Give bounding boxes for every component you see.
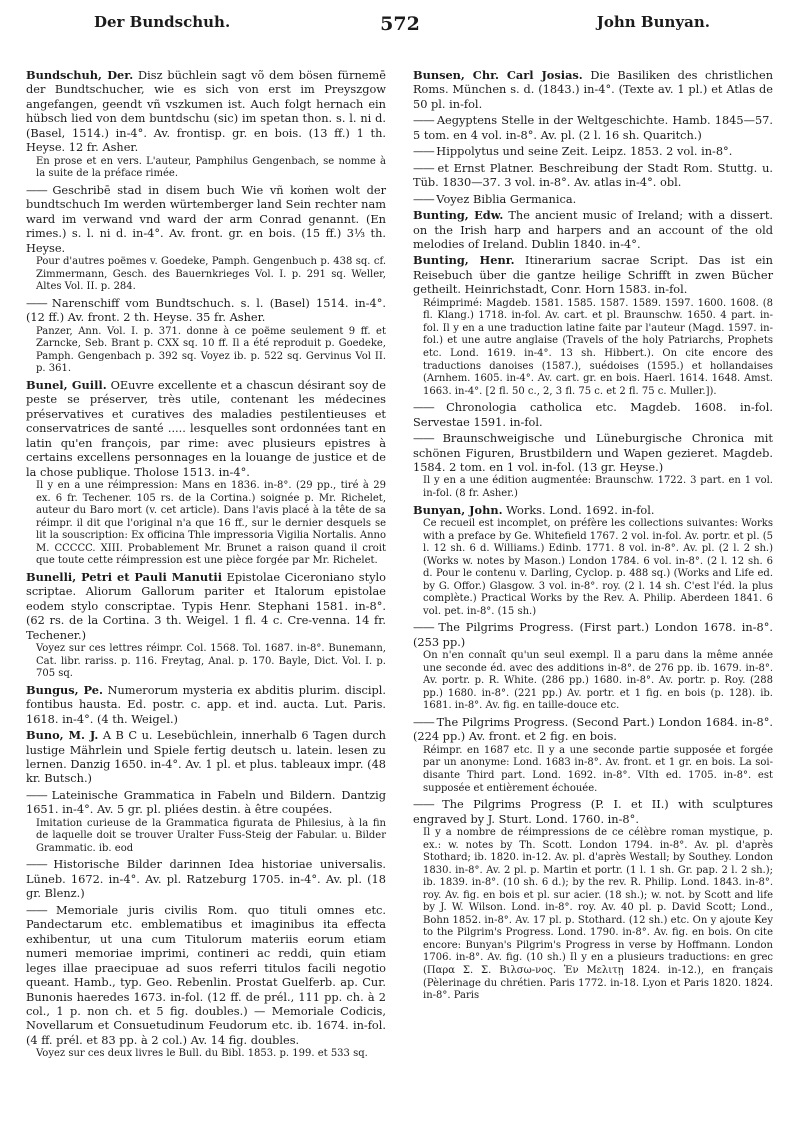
entry-heading: —— [26, 787, 52, 802]
entry-note: On n'en connaît qu'un seul exempl. Il a paru dans la même année une seconde éd. avec des additions in-8°. de 276 pp. ib. 1679. in-8°. Av. portr. p. R. White. (286 pp.) 1680. in-8°. Av. portr. p. Roy. (288 pp.) 1680. in-8°. (221 pp.) Av. portr. et 1 fig. en bois (p. 128). ib. 1681. in-8°. Av. fig. en taille-douce etc. [423, 650, 773, 712]
running-head-right: John Bunyan. [596, 13, 710, 31]
entry-heading: Buno, M. J. [26, 728, 99, 743]
entry-text: Itinerarium sacrae Script. Das ist ein Reisebuch über die gantze heilige Schrifft in zwen Bücher getheilt. Heinrichstadt, Conr. Horn 1583. in-fol. [413, 253, 773, 297]
entry-note: Réimpr. en 1687 etc. Il y a une seconde partie supposée et forgée par un anonyme: Lond. 1683 in-8°. Av. front. et 1 gr. en bois. La soi-disante Third part. Lond. 1692. in-8°. VIth ed. 1705. in-8°. est supposée et entièrement échouée. [423, 744, 773, 794]
entry-text: The Pilgrims Progress (P. I. et II.) with sculptures engraved by J. Sturt. Lond. 1760. in-8°. [413, 797, 773, 826]
entry-text: Lateinische Grammatica in Fabeln und Bildern. Dantzig 1651. in-4°. Av. 5 gr. pl. pliées destin. à être coupées. [26, 787, 386, 817]
entry-heading: Bunting, Edw. [413, 208, 504, 223]
catalogue-entry [413, 144, 773, 158]
entry-heading: —— [413, 715, 437, 729]
entry-text: Geschribē stad in disem buch Wie vñ koṁen wolt der bundtschuch Im werden würtemberger land Sein rechter nam ward im verwand vnd ward der arm Conrad genannt. (En rimes.) s. l. ni d. in-4°. Av. front. gr. en bois. (15 ff.) 3⅓ th. Heyse. [26, 182, 386, 255]
catalogue-entry [413, 797, 773, 1003]
catalogue-entry [26, 183, 386, 294]
catalogue-entry [413, 192, 773, 206]
entry-text: Narenschiff vom Bundtschuch. s. l. (Basel) 1514. in-4°. (12 ff.) Av. front. 2 th. Heyse. 35 fr. Asher. [26, 295, 386, 325]
entry-heading: —— [26, 857, 54, 872]
catalogue-entry [413, 400, 773, 429]
catalogue-entry [413, 113, 773, 142]
catalogue-entry [26, 903, 386, 1061]
entry-note: Il y en a une édition augmentée: Braunschw. 1722. 3 part. en 1 vol. in-fol. (8 fr. Asher.) [423, 475, 773, 499]
catalogue-entry [26, 683, 386, 726]
catalogue-entry [413, 253, 773, 398]
entry-text: Works. Lond. 1692. in-fol. [506, 502, 655, 517]
entry-text: The Pilgrims Progress. (Second Part.) London 1684. in-8°. (224 pp.) Av. front. et 2 fig. en bois. [413, 715, 774, 744]
catalogue-entry [26, 728, 386, 786]
entry-note: Il y en a une réimpression: Mans en 1836. in-8°. (29 pp., tiré à 29 ex. 6 fr. Techener. 105 rs. de la Cortina.) soignée p. Mr. Richelet, auteur du Baro mort (v. cet article). Dans l'avis placé à la tête de sa réimpr. il dit que l'original n'a que 16 ff., sur le dernier desquels se lit la souscription: Ex officina Thle impressoria Vigilia Nortalis. Anno M. CCCCC. XIII. Probablement Mr. Brunet a raison quand il croit que toute cette réimpression est une pièce forgée par Mr. Richelet. [36, 479, 386, 567]
entry-note: Ce recueil est incomplet, on préfère les collections suivantes: Works with a preface by Ge. Whitefield 1767. 2 vol. in-fol. Av. portr. et pl. (5 l. 12 sh. 6 d. Williams.) Edinb. 1771. 8 vol. in-8°. Av. pl. (2 l. 2 sh.) (Works w. notes by Mason.) London 1784. 6 vol. in-8°. (2 l. 12 sh. 6 d. Pour le contenu v. Darling, Cyclop. p. 488 sq.) (Works and Life ed. by G. Offor.) Glasgow. 3 vol. in-8°. roy. (2 l. 14 sh. C'est l'éd. la plus complète.) Practical Works by the Rev. A. Philip. Aberdeen 1841. 6 vol. pet. in-8°. (15 sh.) [423, 517, 773, 617]
catalogue-entry [26, 570, 386, 681]
catalogue-entry [26, 378, 386, 568]
entry-text: et Ernst Platner. Beschreibung der Stadt Rom. Stuttg. u. Tüb. 1830—37. 3 vol. in-8°. Av. atlas in-4°. obl. [413, 160, 773, 190]
running-head-left: Der Bundschuh. [94, 13, 231, 31]
catalogue-entry [413, 620, 773, 713]
entry-heading: —— [413, 144, 437, 159]
entry-text: Voyez Biblia Germanica. [436, 191, 577, 206]
catalogue-entry [413, 715, 773, 795]
catalogue-entry [26, 857, 386, 900]
entry-text: Epistolae Ciceroniano stylo scriptae. Aliorum Gallorum pariter et Italorum epistolae eodem stylo conscriptae. Typis Henr. Stephani 1581. in-8°. (62 rs. de la Cortina. 3 th. Weigel. 1 fl. 4 c. Cre-venna. 14 fr. Techener.) [26, 569, 386, 642]
entry-note: Pour d'autres poëmes v. Goedeke, Pamph. Gengenbuch p. 438 sq. cf. Zimmermann, Gesch. des Bauernkrieges Vol. I. p. 291 sq. Weller, Altes Vol. II. p. 284. [36, 256, 386, 293]
entry-heading: —— [413, 431, 443, 446]
entry-heading: —— [413, 113, 437, 128]
entry-text: Chronologia catholica etc. Magdeb. 1608. in-fol. Servestae 1591. in-fol. [413, 400, 773, 429]
entry-heading: —— [413, 400, 447, 415]
catalogue-entry [26, 296, 386, 376]
entry-text: Historische Bilder darinnen Idea historiae universalis. Lüneb. 1672. in-4°. Av. pl. Ratzeburg 1705. in-4°. Av. pl. (18 gr. Blenz.) [26, 857, 387, 901]
entry-heading: —— [413, 797, 443, 812]
entry-text: The Pilgrims Progress. (First part.) London 1678. in-8°. (253 pp.) [413, 620, 773, 649]
left-column [26, 68, 386, 1063]
entry-text: Disz büchlein sagt võ dem bösen fürnemē der Bundtschucher, wie es sich von erst im Preyszgow angefangen, geendt vñ vszkumen ist. Auch folgt hernach ein hübsch lied von dem buntdschu (sic) im spetan thon. s. l. ni d. (Basel, 1514.) in-4°. Av. frontisp. gr. en bois. (13 ff.) 1 th. Heyse. 12 fr. Asher. [26, 68, 386, 155]
entry-heading: —— [413, 620, 439, 635]
entry-heading: —— [26, 295, 52, 310]
entry-heading: Bunsen, Chr. Carl Josias. [413, 68, 583, 82]
entry-note: En prose et en vers. L'auteur, Pamphilus Gengenbach, se nomme à la suite de la préface rimée. [36, 155, 386, 180]
entry-heading: Bundschuh, Der. [26, 68, 134, 82]
catalogue-entry [26, 68, 386, 181]
entry-note: Voyez sur ces lettres réimpr. Col. 1568. Tol. 1687. in-8°. Bunemann, Cat. libr. rariss. p. 116. Freytag, Anal. p. 170. Bayle, Dict. Vol. I. p. 705 sq. [36, 643, 386, 680]
catalogue-entry [413, 208, 773, 251]
catalogue-entry [26, 788, 386, 856]
entry-text: Numerorum mysteria ex abditis plurim. discipl. fontibus hausta. Ed. postr. c. app. et ind. aucta. Lut. Paris. 1618. in-4°. (4 th. Weigel.) [26, 682, 386, 726]
entry-text: Die Basiliken des christlichen Roms. München s. d. (1843.) in-4°. (Texte av. 1 pl.) et Atlas de 50 pl. in-fol. [413, 68, 774, 111]
catalogue-entry [413, 68, 773, 111]
page-number: 572 [380, 13, 420, 35]
entry-text: Memoriale juris civilis Rom. quo tituli omnes etc. Pandectarum etc. emblematibus et imaginibus ita effecta exhibentur, ut una cum Titulorum materiis eorum etiam numeri memoriae imprimi, contineri ac reddi, quin etiam leges illae praecipuae ad suos referri titulos facili negotio queant. Hamb., typ. Geo. Rebenlin. Prostat Guelferb. ap. Cur. Bunonis haeredes 1673. in-fol. (12 ff. de prél., 111 pp. ch. à 2 col., 1 p. non ch. et 5 fig. doubles.) — Memoriale Codicis, Novellarum et Consuetudinum Feudorum etc. ib. 1674. in-fol. (4 ff. prél. et 83 pp. à 2 col.) Av. 14 fig. doubles. [26, 902, 386, 1047]
entry-heading: Bunyan, John. [413, 502, 503, 517]
entry-note: Voyez sur ces deux livres le Bull. du Bibl. 1853. p. 199. et 533 sq. [36, 1048, 368, 1060]
entry-text: The ancient music of Ireland; with a dissert. on the Irish harp and harpers and an account of the old melodies of Ireland. Dublin 1840. in-4°. [413, 208, 773, 251]
entry-text: Hippolytus und seine Zeit. Leipz. 1853. 2 vol. in-8°. [436, 144, 733, 159]
entry-note: Réimprimé: Magdeb. 1581. 1585. 1587. 1589. 1597. 1600. 1608. (8 fl. Klang.) 1718. in-fol. Av. cart. et pl. Braunschw. 1650. 4 part. in-fol. Il y en a une traduction latine faite par l'auteur (Magd. 1597. in-fol.) et une autre anglaise (Travels of the holy Patriarchs, Prophets etc. Lond. 1619. in-4°. 13 sh. Hibbert.). On cite encore des traductions danoises (1587.), suédoises (1595.) et hollandaises (Arnhem. 1605. in-4°. Av. cart. gr. en bois. Haerl. 1614. 1648. Amst. 1663. in-4°. [2 fl. 50 c., 2, 3 fl. 75 c. et 2 fl. 75 c. Muller.]). [423, 297, 773, 397]
entry-heading: —— [413, 160, 438, 175]
entry-note: Panzer, Ann. Vol. I. p. 371. donne à ce poëme seulement 9 ff. et Zarncke, Seb. Brant p. CXX sq. 10 ff. Il a été reproduit p. Goedeke, Pamph. Gengenbach p. 392 sq. Voyez ib. p. 522 sq. Gervinus Vol II. p. 361. [36, 325, 386, 375]
entry-heading: —— [26, 182, 53, 197]
catalogue-entry [413, 161, 773, 190]
entry-text: OEuvre excellente et a chascun désirant soy de peste se préserver, très utile, contenant les médecines préservatives et curatives des maladies pestilentieuses et conservatrices de santé ..... lesquelles sont ordonnées tant en latin qu'en françois, par rime: avec plusieurs epistres à certains excellens personnages en la louange de justice et de la chose publique. Tholose 1513. in-4°. [26, 377, 387, 479]
entry-heading: —— [413, 191, 437, 206]
catalogue-entry [413, 503, 773, 619]
entry-text: A B C u. Lesebüchlein, innerhalb 6 Tagen durch lustige Mährlein und Spiele fertig deutsch u. latein. lesen zu lernen. Danzig 1650. in-4°. Av. 1 pl. et plus. tableaux impr. (48 kr. Butsch.) [26, 728, 386, 786]
entry-note: Il y a nombre de réimpressions de ce célèbre roman mystique, p. ex.: w. notes by Th. Scott. London 1794. in-8°. Av. pl. d'après Stothard; ib. 1820. in-12. Av. pl. d'après Westall; by Southey. London 1830. in-8°. Av. 2 pl. p. Martin et portr. (1 l. 1 sh. Gr. pap. 2 l. 2 sh.); ib. 1839. in-8°. (10 sh. 6 d.); by the rev. R. Philip. Lond. 1843. in-8°. roy. Av. fig. en bois et pl. sur acier. (18 sh.); w. not. by Scott and life by J. W. Wilson. Lond. in-8°. roy. Av. 40 pl. p. David Scott; Lond., Bohn 1852. in-8°. Av. 17 pl. p. Stothard. (12 sh.) etc. On y ajoute Key to the Pilgrim's Progress. Lond. 1790. in-8°. Av. fig. en bois. On cite encore: Bunyan's Pilgrim's Progress in verse by Hoffmann. London 1706. in-8°. Av. fig. (10 sh.) Il y en a plusieurs traductions: en grec (Παρα Σ. Σ. Βιλσω-νος. Ἐν Μελιτῃ 1824. in-12.), en français (Pèlerinage du chrétien. Paris 1772. in-18. Lyon et Paris 1820. 1824. in-8°. Paris [423, 827, 773, 1002]
entry-heading: —— [26, 902, 56, 917]
catalogue-entry [413, 431, 773, 500]
right-column [413, 68, 773, 1005]
entry-heading: Bunting, Henr. [413, 253, 515, 268]
entry-text: Aegyptens Stelle in der Weltgeschichte. Hamb. 1845—57. 5 tom. en 4 vol. in-8°. Av. pl. (2 l. 16 sh. Quaritch.) [413, 113, 773, 142]
entry-heading: Bungus, Pe. [26, 682, 103, 697]
entry-heading: Bunel, Guill. [26, 377, 107, 392]
entry-text: Braunschweigische und Lüneburgische Chronica mit schönen Figuren, Brustbildern und Wapen gezieret. Magdeb. 1584. 2 tom. en 1 vol. in-fol. (13 gr. Heyse.) [413, 431, 773, 474]
entry-note: Imitation curieuse de la Grammatica figurata de Philesius, à la fin de laquelle doit se trouver Uralter Fuss-Steig der Fabular. u. Bilder Grammatic. ib. eod [36, 817, 386, 854]
entry-heading: Bunelli, Petri et Pauli Manutii [26, 569, 223, 584]
